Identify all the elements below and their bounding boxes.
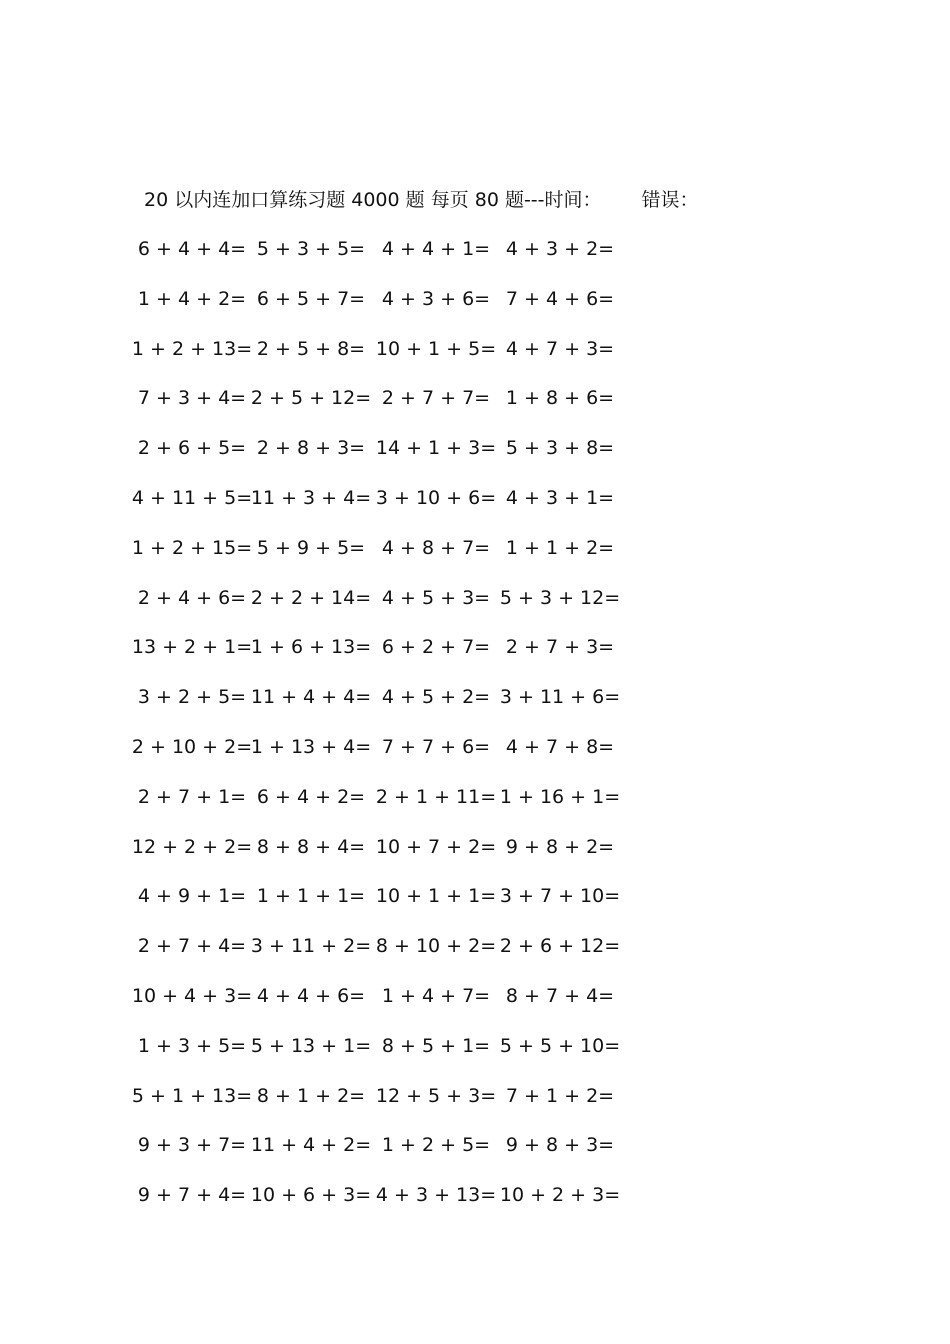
worksheet-header [144,186,699,214]
problem-row [0,782,950,832]
problem-item: 9 + 8 + 3= [505,1134,615,1157]
problem-item: 10 + 6 + 3= [250,1184,372,1207]
problem-item: 7 + 1 + 2= [505,1084,615,1107]
problem-item: 1 + 1 + 1= [256,885,366,908]
problem-item: 1 + 2 + 15= [131,536,253,559]
problem-row [0,632,950,682]
problem-item: 1 + 2 + 13= [131,337,253,360]
problem-item: 10 + 2 + 3= [499,1184,621,1207]
problem-item: 8 + 8 + 4= [256,835,366,858]
worksheet-title: 20 以内连加口算练习题 4000 题 每页 80 题---时间： [144,189,602,211]
problem-item: 5 + 5 + 10= [499,1034,621,1057]
problem-item: 11 + 3 + 4= [250,486,372,509]
problem-item: 2 + 7 + 3= [505,636,615,659]
problem-item: 4 + 5 + 3= [381,586,491,609]
problem-item: 4 + 7 + 3= [505,337,615,360]
problem-item: 2 + 5 + 12= [250,387,372,410]
problem-item: 12 + 2 + 2= [131,835,253,858]
problem-row [0,1031,950,1081]
problem-item: 3 + 2 + 5= [137,686,247,709]
problem-item: 2 + 10 + 2= [131,735,253,758]
problem-item: 14 + 1 + 3= [375,437,497,460]
problem-item: 4 + 5 + 2= [381,686,491,709]
problem-item: 10 + 1 + 1= [375,885,497,908]
problem-row [0,832,950,882]
problem-item: 7 + 7 + 6= [381,735,491,758]
problem-item: 2 + 6 + 5= [137,437,247,460]
problem-row [0,483,950,533]
problem-grid [0,234,950,1230]
problem-item: 2 + 7 + 4= [137,935,247,958]
problem-row [0,583,950,633]
problem-item: 4 + 3 + 6= [381,287,491,310]
problem-item: 1 + 6 + 13= [250,636,372,659]
problem-item: 13 + 2 + 1= [131,636,253,659]
problem-row [0,433,950,483]
problem-item: 2 + 7 + 1= [137,785,247,808]
problem-item: 2 + 7 + 7= [381,387,491,410]
problem-item: 2 + 6 + 12= [499,935,621,958]
problem-item: 10 + 1 + 5= [375,337,497,360]
problem-item: 3 + 11 + 6= [499,686,621,709]
problem-item: 3 + 11 + 2= [250,935,372,958]
problem-item: 3 + 10 + 6= [375,486,497,509]
problem-item: 6 + 4 + 2= [256,785,366,808]
problem-item: 4 + 4 + 1= [381,238,491,260]
problem-row [0,732,950,782]
problem-item: 5 + 9 + 5= [256,536,366,559]
problem-item: 2 + 5 + 8= [256,337,366,360]
problem-row [0,284,950,334]
problem-item: 4 + 7 + 8= [505,735,615,758]
problem-item: 2 + 8 + 3= [256,437,366,460]
problem-row [0,1081,950,1131]
problem-item: 12 + 5 + 3= [375,1084,497,1107]
problem-item: 1 + 4 + 2= [137,287,247,310]
problem-item: 6 + 5 + 7= [256,287,366,310]
problem-item: 10 + 4 + 3= [131,984,253,1007]
problem-item: 1 + 2 + 5= [381,1134,491,1157]
problem-item: 9 + 7 + 4= [137,1184,247,1207]
problem-item: 1 + 4 + 7= [381,984,491,1007]
problem-item: 8 + 7 + 4= [505,984,615,1007]
problem-item: 8 + 5 + 1= [381,1034,491,1057]
problem-item: 3 + 7 + 10= [499,885,621,908]
problem-item: 4 + 3 + 2= [505,238,615,260]
problem-row [0,383,950,433]
problem-item: 4 + 4 + 6= [256,984,366,1007]
problem-item: 5 + 1 + 13= [131,1084,253,1107]
problem-row [0,1180,950,1230]
problem-item: 4 + 8 + 7= [381,536,491,559]
problem-item: 5 + 3 + 5= [256,238,366,260]
problem-item: 2 + 1 + 11= [375,785,497,808]
problem-row [0,1130,950,1180]
problem-row [0,881,950,931]
problem-item: 9 + 8 + 2= [505,835,615,858]
problem-item: 1 + 1 + 2= [505,536,615,559]
problem-item: 10 + 7 + 2= [375,835,497,858]
problem-item: 7 + 3 + 4= [137,387,247,410]
problem-item: 6 + 2 + 7= [381,636,491,659]
problem-row [0,931,950,981]
problem-item: 4 + 11 + 5= [131,486,253,509]
problem-item: 9 + 3 + 7= [137,1134,247,1157]
problem-row [0,533,950,583]
problem-item: 8 + 10 + 2= [375,935,497,958]
problem-item: 11 + 4 + 4= [250,686,372,709]
problem-item: 1 + 13 + 4= [250,735,372,758]
problem-item: 4 + 9 + 1= [137,885,247,908]
problem-row [0,234,950,284]
problem-row [0,682,950,732]
problem-item: 5 + 3 + 8= [505,437,615,460]
problem-item: 8 + 1 + 2= [256,1084,366,1107]
problem-item: 1 + 8 + 6= [505,387,615,410]
errors-label: 错误： [641,189,699,211]
problem-item: 1 + 3 + 5= [137,1034,247,1057]
problem-item: 2 + 4 + 6= [137,586,247,609]
problem-item: 5 + 13 + 1= [250,1034,372,1057]
problem-item: 5 + 3 + 12= [499,586,621,609]
problem-item: 11 + 4 + 2= [250,1134,372,1157]
problem-item: 1 + 16 + 1= [499,785,621,808]
problem-item: 4 + 3 + 1= [505,486,615,509]
problem-item: 4 + 3 + 13= [375,1184,497,1207]
problem-item: 7 + 4 + 6= [505,287,615,310]
problem-item: 2 + 2 + 14= [250,586,372,609]
problem-item: 6 + 4 + 4= [137,238,247,260]
problem-row [0,981,950,1031]
problem-row [0,334,950,384]
